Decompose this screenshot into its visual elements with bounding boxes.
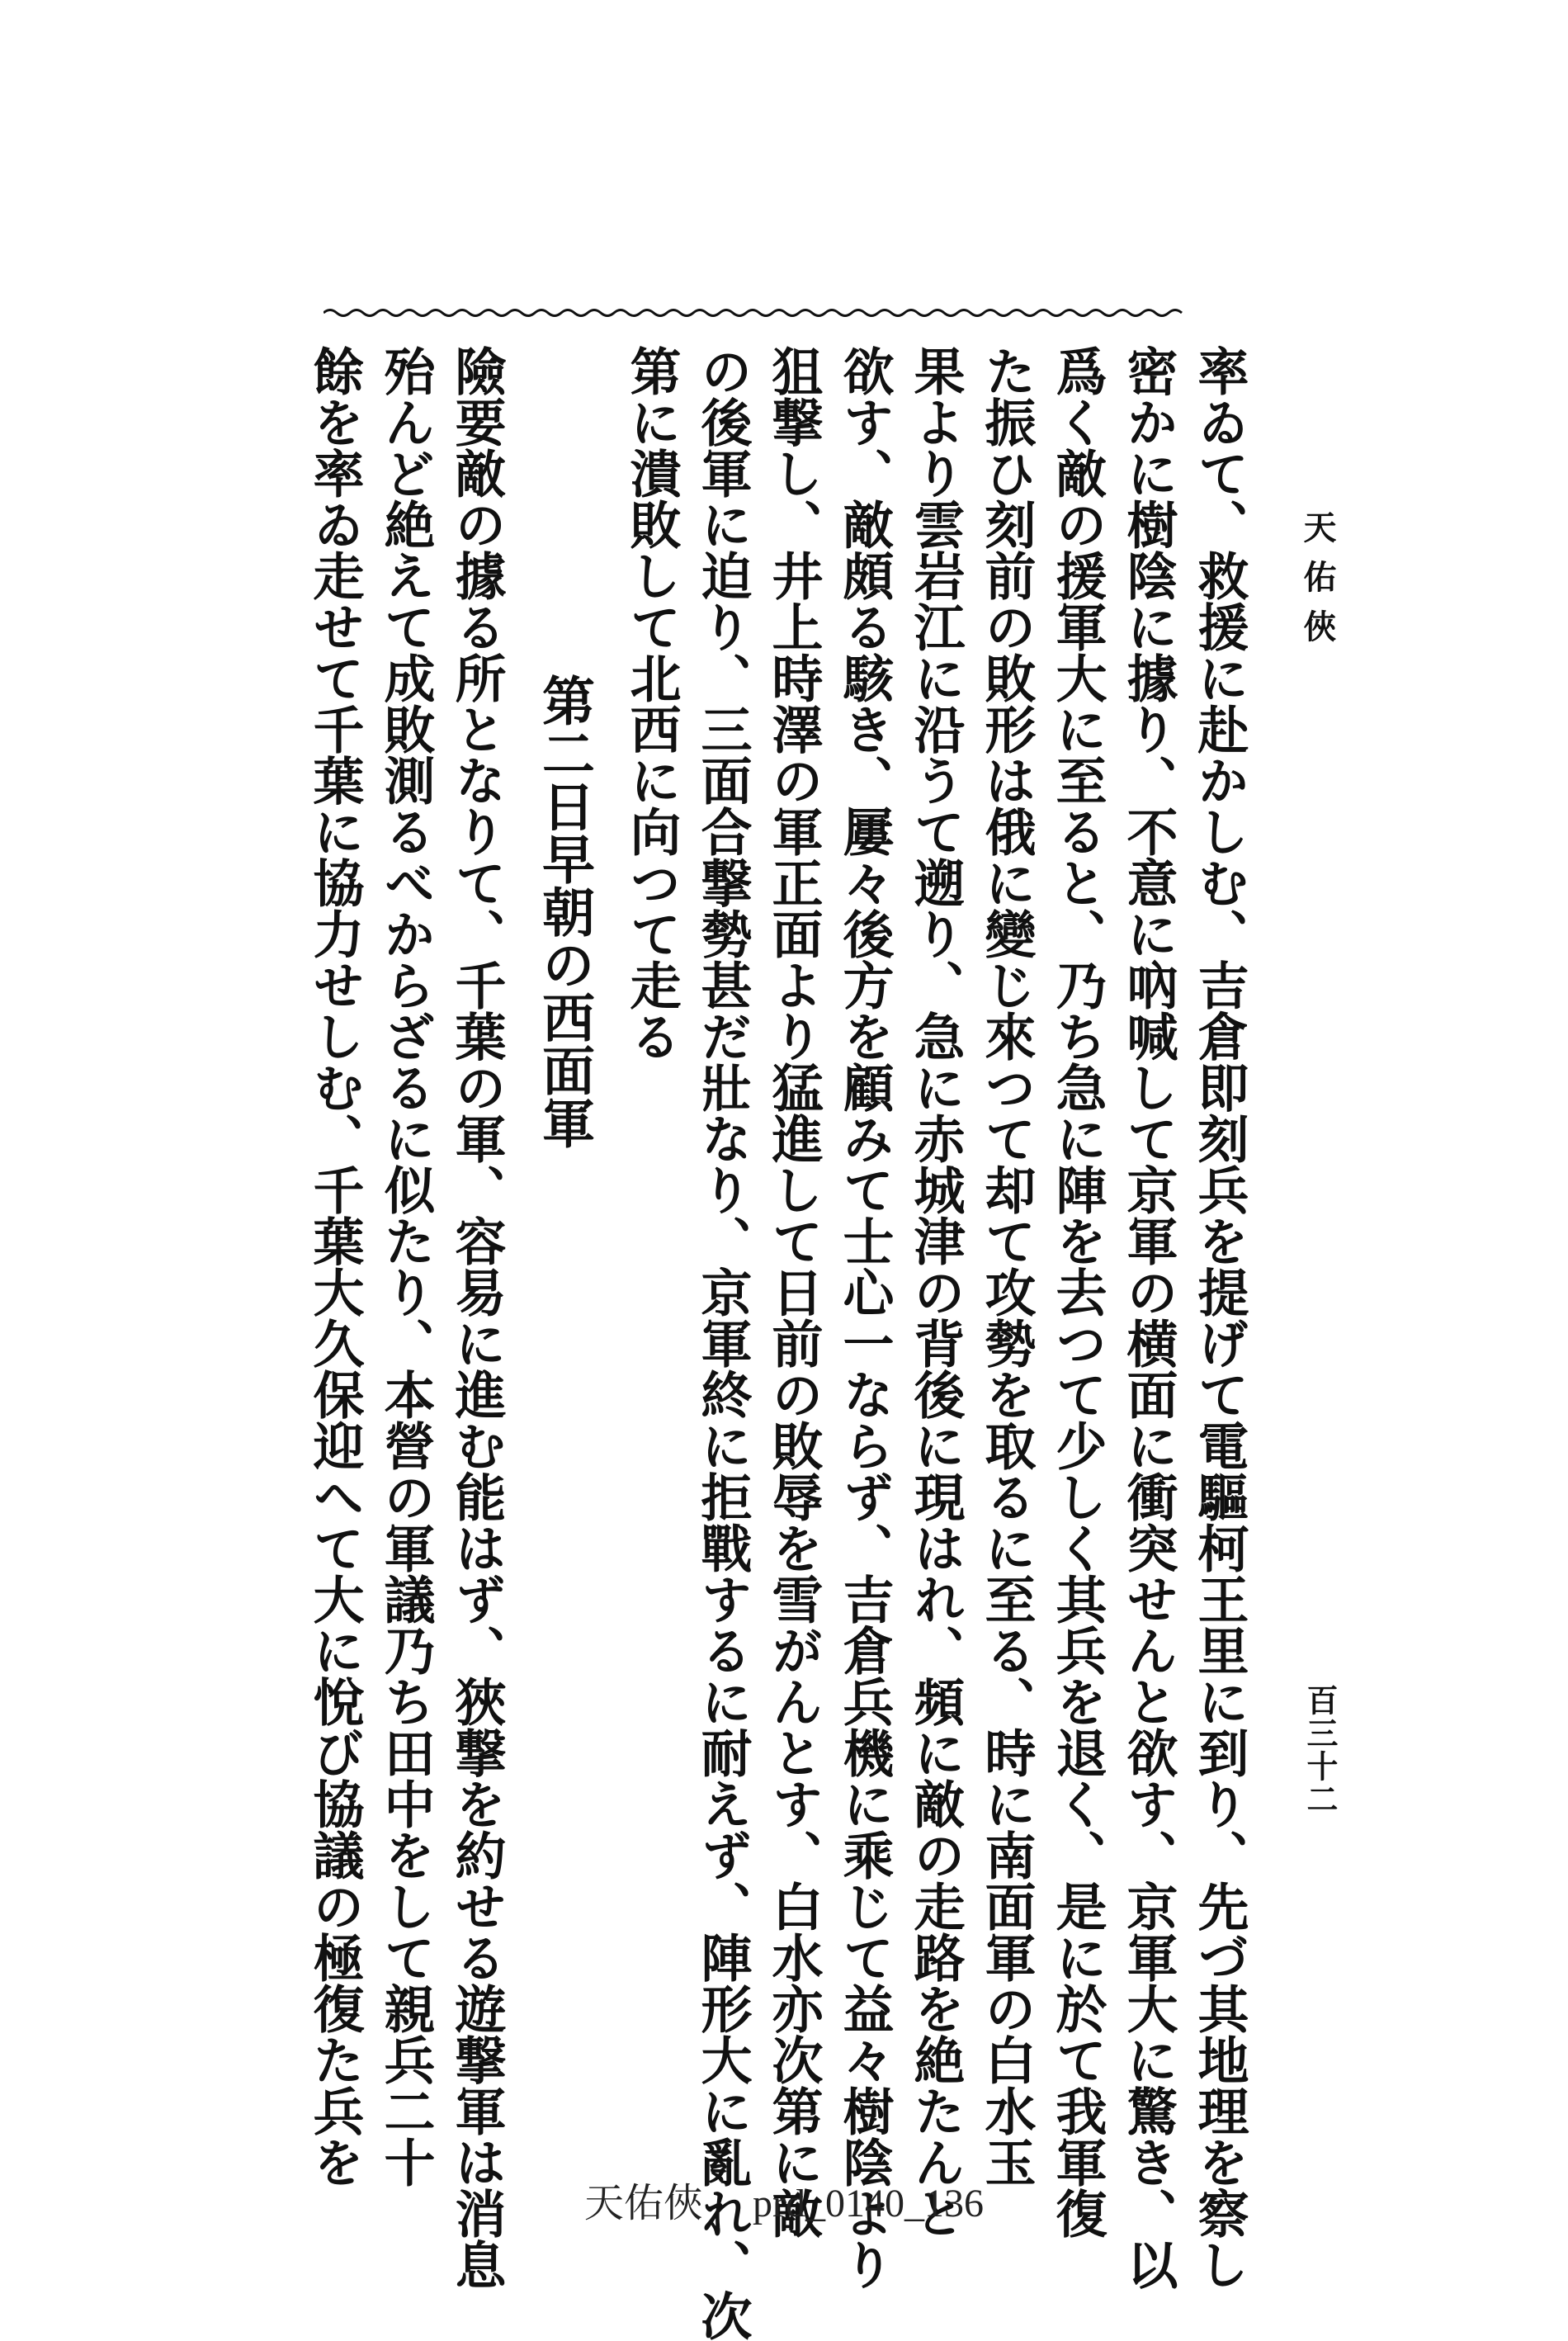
text-column: 欲す、敵頗る駭き、屢々後方を顧みて士心一ならず、吉倉兵機に乘じて益々樹陰より — [834, 345, 895, 2290]
text-column: 餘を率ゐ走せて千葉に協力せしむ、千葉大久保迎へて大に悅び協議の極復た兵を — [305, 345, 365, 2187]
footer — [0, 2171, 1568, 2228]
text-column: 果より雲岩江に沿うて遡り、急に赤城津の背後に現はれ、頻に敵の走路を絶たんと — [905, 345, 966, 2239]
footer-page-id: prd_0140_136 — [753, 2182, 984, 2225]
text-column: の後軍に迫り、三面合撃勢甚だ壯なり、京軍終に拒戰するに耐えず、陣形大に亂れ、次 — [692, 345, 753, 2341]
text-column: 狙撃し、井上時澤の軍正面より猛進して日前の敗辱を雪がんとす、白水亦次第に敵 — [763, 345, 824, 2239]
text-column: 率ゐて、救援に赴かしむ、吉倉即刻兵を提げて電驅柯王里に到り、先づ其地理を察し — [1189, 345, 1249, 2290]
decorative-wavy-rule — [324, 307, 1183, 319]
text-column: 第に潰敗して北西に向つて走る — [621, 345, 682, 1062]
running-header-title: 天佑俠 — [1298, 510, 1337, 659]
section-heading: 第二日早朝の西面軍 — [533, 674, 595, 1149]
footer-book-title: 天佑俠 — [584, 2182, 704, 2225]
page-number: 百三十二 — [1301, 1684, 1339, 1816]
text-column: 密かに樹陰に據り、不意に吶喊して京軍の横面に衝突せんと欲す、京軍大に驚き、以 — [1118, 345, 1178, 2290]
text-column: 爲く敵の援軍大に至ると、乃ち急に陣を去つて少しく其兵を退く、是に於て我軍復 — [1047, 345, 1108, 2239]
text-column: 殆んど絶えて成敗測るべからざるに似たり、本營の軍議乃ち田中をして親兵二十 — [375, 345, 436, 2187]
text-column: た振ひ刻前の敗形は俄に變じ來つて却て攻勢を取るに至る、時に南面軍の白水玉 — [976, 345, 1037, 2187]
text-column: 險要敵の據る所となりて、千葉の軍、容易に進む能はず、狹撃を約せる遊撃軍は消息 — [446, 345, 507, 2290]
